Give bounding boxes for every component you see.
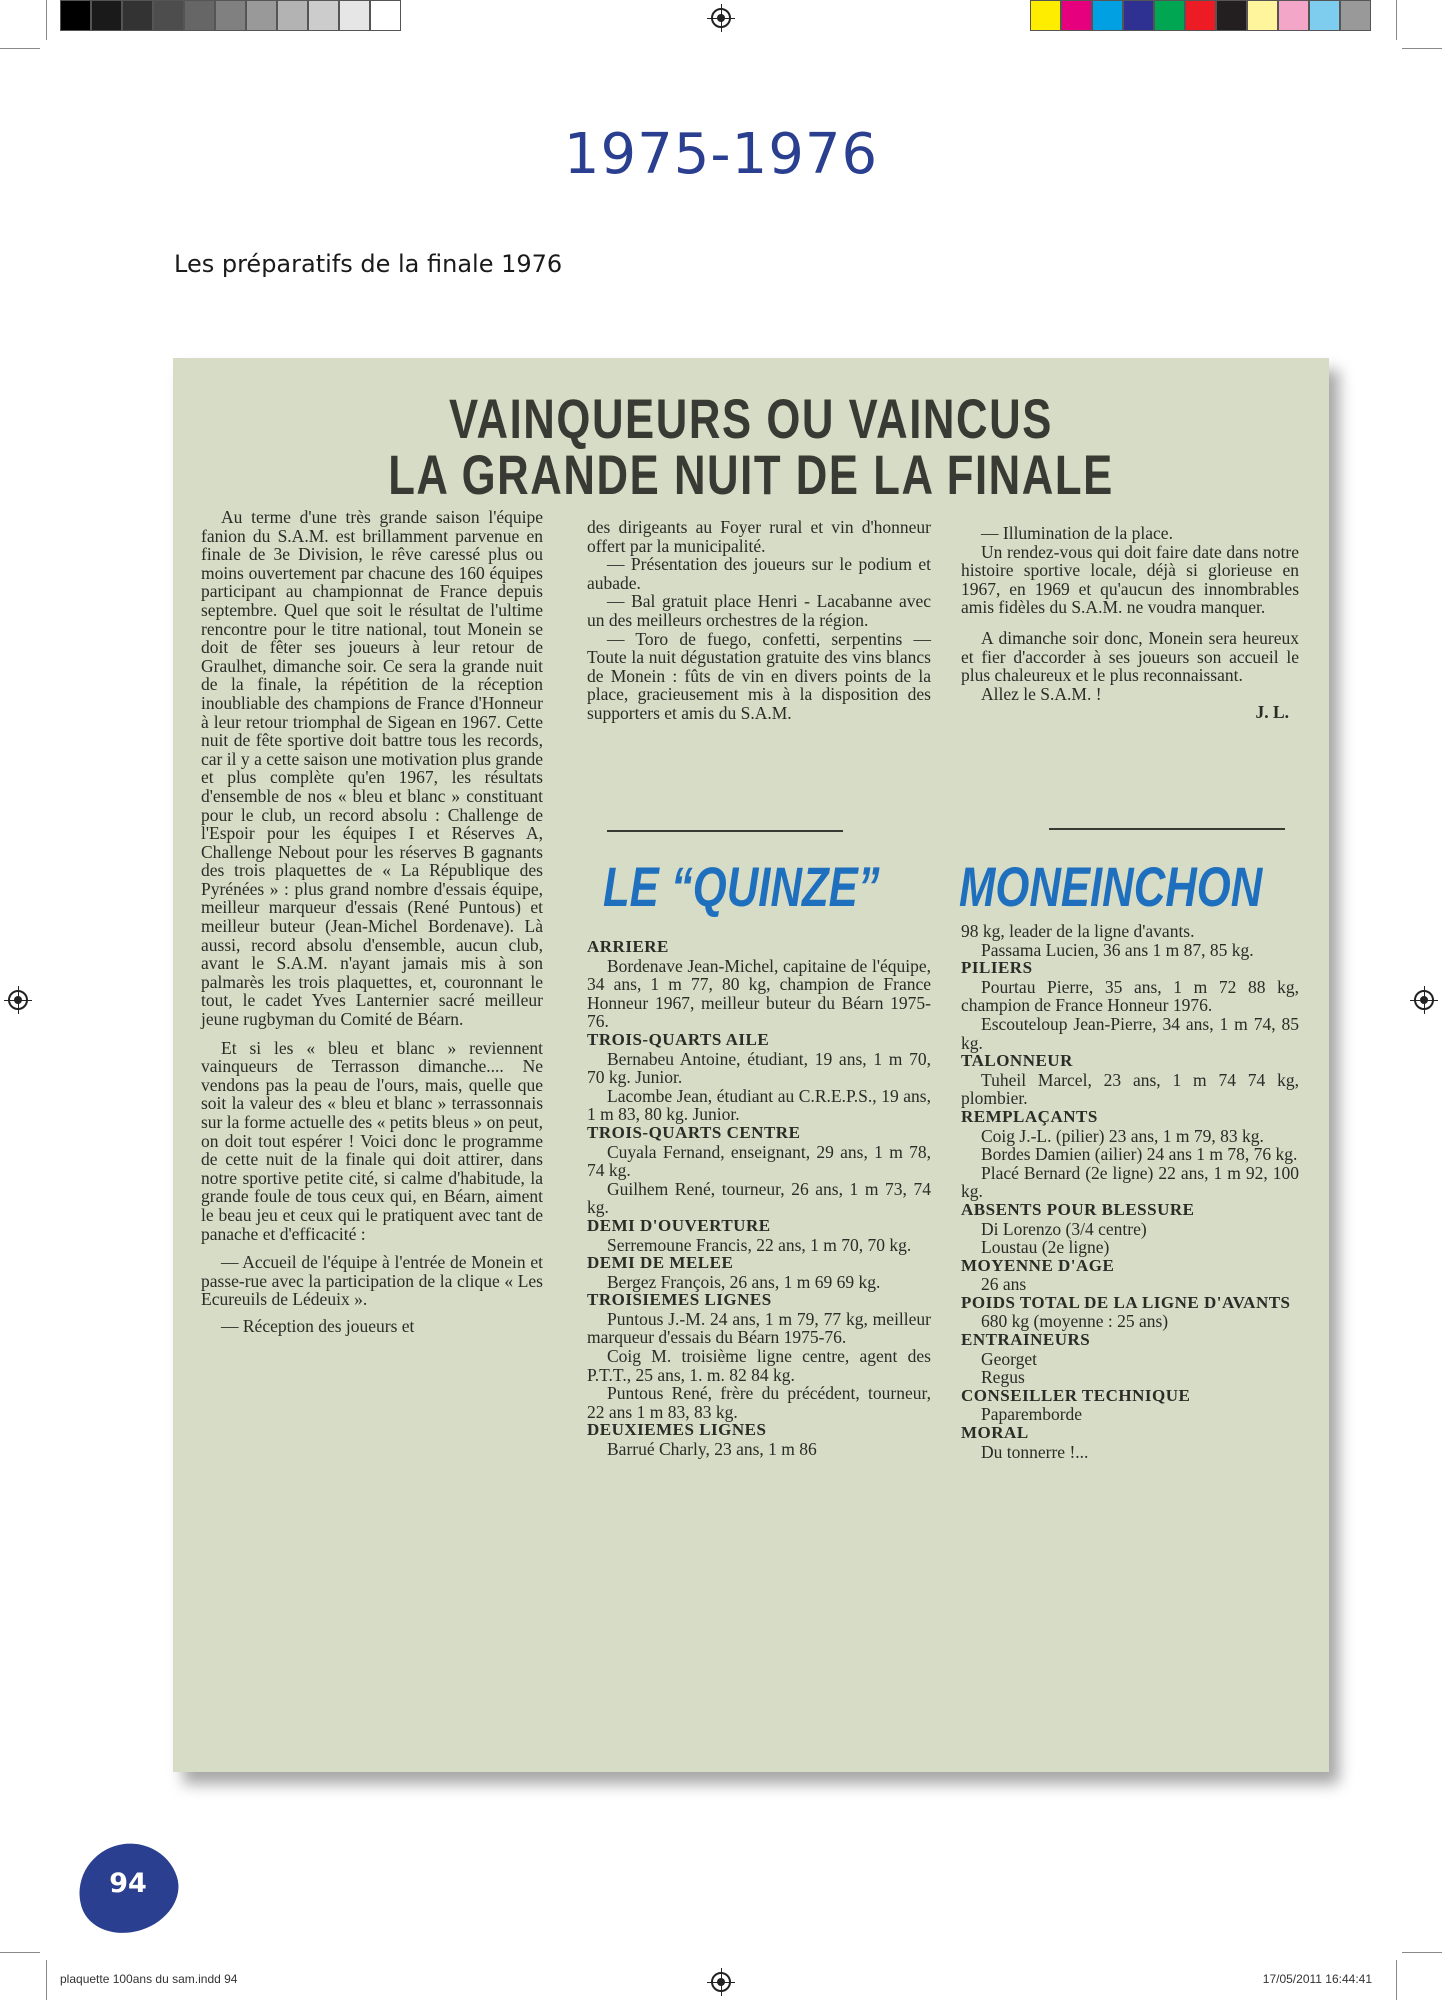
gray-swatch <box>91 0 122 31</box>
article-paragraph: — Illumination de la place. <box>981 523 1173 543</box>
page-subtitle: Les préparatifs de la finale 1976 <box>174 250 563 278</box>
roster-line: Cuyala Fernand, enseignant, 29 ans, 1 m 78, 74 kg. <box>587 1141 931 1181</box>
color-swatch <box>1123 0 1154 31</box>
roster-line: Guilhem René, tourneur, 26 ans, 1 m 73, 74 kg. <box>587 1178 931 1218</box>
gray-swatch <box>277 0 308 31</box>
color-swatch <box>1309 0 1340 31</box>
color-swatch <box>1247 0 1278 31</box>
color-swatch <box>1278 0 1309 31</box>
roster-column-right <box>961 922 1299 1461</box>
gray-swatch <box>339 0 370 31</box>
article-column-3 <box>961 524 1299 722</box>
gray-swatch <box>122 0 153 31</box>
crop-mark <box>1396 1960 1397 2000</box>
roster-section-heading: POIDS TOTAL DE LA LIGNE D'AVANTS <box>961 1292 1291 1312</box>
roster-section-heading: MORAL <box>961 1423 1029 1443</box>
crop-mark <box>46 0 47 40</box>
article-paragraph: Au terme d'une très grande saison l'équipe fanion du S.A.M. est brillamment parvenue en finale de 3e Division, le rêve caressé plus ou moins ouvertement par chacune des 160 équipes participant au championnat de France depuis septembre. Quel que soit le résultat de l'ultime rencontre pour le titre national, tout Monein se doit de fêter ses joueurs à leur retour de Graulhet, dimanche soir. Ce sera la grande nuit de la finale, la répétition de la réception inoubliable des champions de France d'Honneur à leur retour triomphal de Sigean en 1967. Cette nuit de fête sportive doit battre tous les records, car il y a cette saison une motivation plus grande et plus complète qu'en 1967, les résultats d'ensemble de nos « bleu et blanc » constituant pour le club, un record absolu : Challenge de l'Espoir pour les équipes I et Réserves A, Challenge Nebout pour les réserves B gagnants des trois plaquettes de « La République des Pyrénées » : plus grand nombre d'essais équipe, meilleur marqueur d'essais (René Puntous) et meilleur buteur (Jean-Michel Bordenave). Là aussi, record absolu d'ensemble, aucun club, avant le S.A.M. n'ayant jamais mis à son palmarès les trois plaquettes, et, couronnant le tout, le cadet Yves Lanternier sacré meilleur jeune rugbyman du Comité de Béarn. <box>201 507 543 1030</box>
roster-line: Bordes Damien (ailier) 24 ans 1 m 78, 76 kg. <box>981 1144 1298 1165</box>
footer-filename: plaquette 100ans du sam.indd 94 <box>60 1972 238 1986</box>
roster-line: Coig M. troisième ligne centre, agent des P.T.T., 25 ans, 1. m. 82 84 kg. <box>587 1346 931 1385</box>
roster-section-heading: DEMI D'OUVERTURE <box>587 1215 771 1235</box>
roster-line: Tuheil Marcel, 23 ans, 1 m 74 74 kg, plombier. <box>961 1069 1299 1109</box>
roster-line: Barrué Charly, 23 ans, 1 m 86 <box>607 1439 817 1460</box>
article-paragraph: — Réception des joueurs et <box>221 1315 415 1336</box>
crop-mark <box>1402 1952 1442 1953</box>
registration-mark-icon <box>711 1972 731 1992</box>
headline-line-1: VAINQUEURS OU VAINCUS <box>449 387 1053 450</box>
roster-line: Du tonnerre !... <box>981 1441 1089 1462</box>
crop-mark <box>1396 0 1397 40</box>
article-paragraph: Allez le S.A.M. ! <box>981 683 1102 704</box>
newspaper-clipping <box>173 358 1329 1772</box>
article-signature: J. L. <box>1255 702 1289 723</box>
headline-line-2: LA GRANDE NUIT DE LA FINALE <box>388 443 1114 506</box>
crop-mark <box>0 1952 40 1953</box>
article-paragraph: — Présentation des joueurs sur le podium et aubade. <box>587 554 931 593</box>
roster-line: Placé Bernard (2e ligne) 22 ans, 1 m 92, 100 kg. <box>961 1162 1299 1202</box>
roster-section-heading: PILIERS <box>961 958 1033 978</box>
article-paragraph: — Accueil de l'équipe à l'entrée de Monein et passe-rue avec la participation de la clique « Les Ecureuils de Lédeuix ». <box>201 1252 543 1310</box>
gray-swatch <box>215 0 246 31</box>
roster-line: Paparemborde <box>981 1404 1083 1425</box>
roster-line: Pourtau Pierre, 35 ans, 1 m 72 88 kg, champion de France Honneur 1976. <box>961 976 1299 1016</box>
roster-section-heading: ABSENTS POUR BLESSURE <box>961 1199 1195 1219</box>
roster-section-heading: MOYENNE D'AGE <box>961 1255 1115 1275</box>
quinze-heading-left: LE “QUINZE” <box>603 855 880 918</box>
roster-line: Bordenave Jean-Michel, capitaine de l'équipe, 34 ans, 1 m 77, 80 kg, champion de France Honneur 1967, meilleur buteur du Béarn 1975-76. <box>587 955 931 1032</box>
color-swatch <box>1061 0 1092 31</box>
article-paragraph: A dimanche soir donc, Monein sera heureux et fier d'accorder à ses joueurs son accueil le plus chaleureux et le plus reconnaissant. <box>961 627 1299 686</box>
article-paragraph: des dirigeants au Foyer rural et vin d'honneur offert par la municipalité. <box>587 517 931 556</box>
roster-section-heading: CONSEILLER TECHNIQUE <box>961 1385 1191 1405</box>
color-swatch <box>1185 0 1216 31</box>
column-rule <box>607 830 843 832</box>
gray-swatch <box>184 0 215 31</box>
crop-mark <box>46 1960 47 2000</box>
roster-section-heading: TROIS-QUARTS CENTRE <box>587 1122 801 1142</box>
gray-swatch <box>246 0 277 31</box>
article-column-1 <box>201 508 543 1336</box>
roster-line: 26 ans <box>981 1274 1027 1295</box>
crop-mark <box>0 48 40 49</box>
roster-line: 680 kg (moyenne : 25 ans) <box>981 1311 1169 1332</box>
roster-section-heading: ENTRAINEURS <box>961 1330 1091 1350</box>
roster-line: Serremoune Francis, 22 ans, 1 m 70, 70 kg. <box>607 1234 912 1255</box>
roster-column-left <box>587 938 931 1459</box>
roster-section-heading: REMPLAÇANTS <box>961 1106 1098 1126</box>
roster-section-heading: DEUXIEMES LIGNES <box>587 1420 767 1440</box>
color-swatch <box>1030 0 1061 31</box>
page-number: 94 <box>109 1868 147 1899</box>
roster-line: Passama Lucien, 36 ans 1 m 87, 85 kg. <box>981 939 1254 960</box>
roster-line: Di Lorenzo (3/4 centre) <box>981 1218 1147 1239</box>
page-title: 1975-1976 <box>563 122 879 187</box>
footer-timestamp: 17/05/2011 16:44:41 <box>1262 1972 1372 1986</box>
roster-line: Regus <box>981 1367 1025 1388</box>
roster-section-heading: TROIS-QUARTS AILE <box>587 1029 770 1049</box>
roster-section-heading: ARRIERE <box>587 937 669 956</box>
color-swatch <box>1092 0 1123 31</box>
registration-mark-icon <box>8 990 28 1010</box>
gray-swatch <box>153 0 184 31</box>
roster-line: Loustau (2e ligne) <box>981 1237 1110 1258</box>
article-paragraph: — Bal gratuit place Henri - Lacabanne avec un des meilleurs orchestres de la région. <box>587 591 931 630</box>
roster-line: Puntous René, frère du précédent, tourneur, 22 ans 1 m 83, 83 kg. <box>587 1383 931 1422</box>
column-rule <box>1049 828 1285 830</box>
gray-swatch <box>60 0 91 31</box>
color-swatch <box>1154 0 1185 31</box>
roster-line: Escouteloup Jean-Pierre, 34 ans, 1 m 74, 85 kg. <box>961 1013 1299 1053</box>
crop-mark <box>1402 48 1442 49</box>
roster-line: Georget <box>981 1348 1038 1369</box>
article-paragraph: — Toro de fuego, confetti, serpentins — Toute la nuit dégustation gratuite des vins blancs de Monein : fûts de vin en divers points de la place, gracieusement mis à la disposition des supporters et amis du S.A.M. <box>587 628 931 723</box>
gray-scale-bar <box>60 0 401 32</box>
article-paragraph: Un rendez-vous qui doit faire date dans notre histoire sportive locale, déjà si glorieuse en 1967, en 1969 et qu'aucun des innombrables amis fidèles du S.A.M. ne voudra manquer. <box>961 541 1299 618</box>
gray-swatch <box>308 0 339 31</box>
registration-mark-icon <box>711 8 731 28</box>
roster-section-heading: DEMI DE MELEE <box>587 1253 734 1273</box>
color-control-bar <box>1030 0 1371 32</box>
article-paragraph: Et si les « bleu et blanc » reviennent vainqueurs de Terrasson dimanche.... Ne vendons pas la peau de l'ours, mais, quelle que soit la valeur des « bleu et blanc » terrassonnais sur la forme actuelle des « petits bleus » on peut, on doit tout espérer ! Voici donc le programme de cette nuit de la finale qui doit attirer, dans notre sportive petite cité, si calme d'habitude, la grande foule de tous ceux qui, en Béarn, aiment le beau jeu et ceux qui le pratiquent avec tant de panache et d'efficacité : <box>201 1037 543 1244</box>
article-column-2 <box>587 518 931 723</box>
roster-line: Bergez François, 26 ans, 1 m 69 69 kg. <box>607 1271 881 1292</box>
quinze-heading-right: MONEINCHON <box>959 855 1263 918</box>
roster-line: Lacombe Jean, étudiant au C.R.E.P.S., 19 ans, 1 m 83, 80 kg. Junior. <box>587 1085 931 1125</box>
color-swatch <box>1340 0 1371 31</box>
roster-line: Bernabeu Antoine, étudiant, 19 ans, 1 m 70, 70 kg. Junior. <box>587 1048 931 1088</box>
roster-line: 98 kg, leader de la ligne d'avants. <box>961 921 1195 941</box>
registration-mark-icon <box>1414 990 1434 1010</box>
roster-line: Coig J.-L. (pilier) 23 ans, 1 m 79, 83 kg. <box>981 1125 1264 1146</box>
roster-section-heading: TALONNEUR <box>961 1051 1073 1071</box>
roster-line: Puntous J.-M. 24 ans, 1 m 79, 77 kg, meilleur marqueur d'essais du Béarn 1975-76. <box>587 1308 931 1348</box>
color-swatch <box>1216 0 1247 31</box>
roster-section-heading: TROISIEMES LIGNES <box>587 1290 772 1310</box>
gray-swatch <box>370 0 401 31</box>
